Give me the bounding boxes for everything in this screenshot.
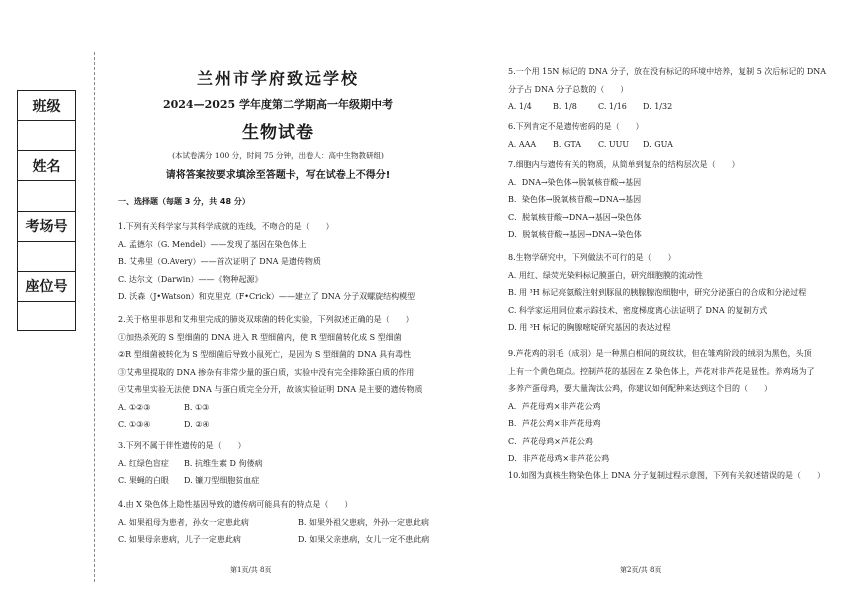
option-b: B．芦花公鸡×非芦花母鸡	[508, 419, 601, 428]
option-c: C. ①③④	[118, 420, 151, 429]
option-c: C. 如果母亲患病，儿子一定患此病	[118, 535, 241, 544]
option-d: D．非芦花母鸡×非芦花公鸡	[508, 454, 610, 463]
name-field	[18, 181, 75, 211]
option-c: C．芦花母鸡×芦花公鸡	[508, 436, 593, 446]
subject-title: 生物试卷	[242, 123, 314, 143]
option-d: D. 1/32	[643, 102, 673, 111]
exam-room-field	[18, 242, 75, 272]
option-b: B．染色体→脱氧核苷酸→DNA→基因	[508, 195, 642, 204]
question-7	[508, 156, 740, 244]
option-b: B. ①③	[184, 402, 210, 412]
option-a: A．DNA→染色体→脱氧核苷酸→基因	[508, 177, 642, 187]
statement-2: ②R 型细菌被转化为 S 型细菌后导致小鼠死亡，是因为 S 型细菌的 DNA 具有毒性	[118, 350, 412, 359]
question-1	[118, 218, 415, 306]
option-c: C. 果蝇的白眼	[118, 476, 169, 485]
option-a: A. ①②③	[118, 402, 151, 412]
option-b: B. 抗维生素 D 佝偻病	[184, 458, 263, 468]
option-c: C. UUU	[598, 139, 630, 149]
option-c: C. 1/16	[598, 102, 627, 111]
option-d: D. GUA	[643, 139, 673, 149]
question-5	[508, 63, 826, 116]
option-c: C. 科学家运用同位素示踪技术、密度梯度离心法证明了 DNA 的复制方式	[508, 305, 768, 315]
option-b: B. 如果外祖父患病，外孙一定患此病	[298, 517, 429, 527]
question-10	[508, 467, 825, 485]
question-stem-line-3: 多养产蛋母鸡，要大量淘汰公鸡，你建议如何配种来达到这个目的（ ）	[508, 384, 772, 393]
question-stem-line-2: 分子占 DNA 分子总数的（ ）	[508, 84, 629, 94]
option-d: D. 镰刀型细胞贫血症	[184, 476, 260, 485]
question-3	[118, 437, 262, 490]
question-2	[118, 311, 423, 434]
binding-dashed-line	[94, 52, 95, 582]
question-stem-line-1: 9.芦花鸡的羽毛（成羽）是一种黑白相间的斑纹状，但在雏鸡阶段的绒羽为黑色，头顶	[508, 349, 812, 358]
page-number-left: 第1页/共 8页	[230, 566, 272, 574]
option-a: A. 红绿色盲症	[118, 458, 169, 468]
question-stem: 8.生物学研究中，下列做法不可行的是（ ）	[508, 253, 676, 262]
question-8	[508, 249, 806, 337]
option-b: B. 用 ³H 标记亮氨酸注射到豚鼠的胰腺腺泡细胞中，研究分泌蛋白的合成和分泌过程	[508, 288, 807, 297]
question-stem: 3.下列不属于伴性遗传的是（ ）	[118, 441, 246, 450]
exam-room-label: 考场号	[18, 212, 75, 242]
option-c: C．脱氧核苷酸→DNA→基因→染色体	[508, 212, 642, 222]
question-4	[118, 496, 429, 549]
seat-number-label: 座位号	[18, 272, 75, 302]
statement-3: ③艾弗里提取的 DNA 掺杂有非常少量的蛋白质，实验中没有完全排除蛋白质的作用	[118, 367, 415, 377]
option-a: A. 1/4	[508, 102, 532, 111]
question-stem: 2.关于格里菲思和艾弗里完成的肺炎双球菌的转化实验，下列叙述正确的是（ ）	[118, 315, 414, 324]
question-6	[508, 118, 688, 153]
option-d: D. ②④	[184, 420, 210, 429]
question-stem-line-2: 上有一个黄色斑点。控制芦花的基因在 Z 染色体上，芦花对非芦花是显性。养鸡场为了	[508, 366, 815, 376]
answer-notice: 请将答案按要求填涂至答题卡，写在试卷上不得分!	[165, 170, 391, 181]
option-d: D．脱氧核苷酸→基因→DNA→染色体	[508, 230, 642, 239]
section-heading: 一、选择题（每题 3 分，共 48 分）	[118, 197, 250, 206]
option-a: A. 用红、绿荧光染料标记膜蛋白，研究细胞膜的流动性	[508, 270, 703, 280]
student-info-table	[17, 90, 76, 331]
option-b: B. GTA	[553, 139, 582, 149]
option-d: D. 沃森（J•Watson）和克里克（F•Crick）——建立了 DNA 分子双螺旋结构模型	[118, 292, 416, 301]
option-a: A. 孟德尔（G. Mendel）——发现了基因在染色体上	[118, 239, 307, 249]
class-field	[18, 121, 75, 151]
question-stem: 6.下列肯定不是遗传密码的是（ ）	[508, 122, 644, 131]
question-stem-line-1: 5.一个用 15N 标记的 DNA 分子，放在没有标记的环境中培养，复制 5 次后标记的 DNA	[508, 67, 827, 76]
option-c: C. 达尔文（Darwin）——《物种起源》	[118, 274, 263, 284]
question-stem: 4.由 X 染色体上隐性基因导致的遗传病可能具有的特点是（ ）	[118, 500, 353, 509]
option-a: A. 如果祖母为患者，孙女一定患此病	[118, 517, 249, 527]
option-a: A．芦花母鸡×非芦花公鸡	[508, 401, 601, 411]
option-d: D. 如果父亲患病，女儿一定不患此病	[298, 535, 430, 544]
option-b: B. 1/8	[553, 102, 577, 111]
option-d: D. 用 ³H 标记的胸腺嘧啶研究基因的表达过程	[508, 323, 671, 332]
option-a: A. AAA	[508, 139, 537, 149]
exam-info: (本试卷满分 100 分，时间 75 分钟，出卷人：高中生物教研组)	[172, 151, 384, 160]
name-label: 姓名	[18, 151, 75, 181]
question-stem: 7.细胞内与遗传有关的物质，从简单到复杂的结构层次是（ ）	[508, 160, 740, 169]
question-stem: 1.下列有关科学家与其科学成就的连线，不吻合的是（ ）	[118, 222, 334, 231]
question-9	[508, 345, 815, 468]
statement-1: ①加热杀死的 S 型细菌的 DNA 进入 R 型细菌内，使 R 型细菌转化成 S 型细菌	[118, 332, 402, 342]
school-name: 兰州市学府致远学校	[196, 69, 359, 88]
class-label: 班级	[18, 91, 75, 121]
seat-number-field	[18, 302, 75, 332]
statement-4: ④艾弗里实验无法使 DNA 与蛋白质完全分开，故该实验证明 DNA 是主要的遗传物质	[118, 385, 423, 394]
exam-title: 2024—2025 学年度第二学期高一年级期中考	[162, 98, 394, 111]
question-stem: 10.如图为真核生物染色体上 DNA 分子复制过程示意图，下列有关叙述错误的是（ ）	[508, 471, 825, 480]
page-number-right: 第2页/共 8页	[620, 566, 662, 574]
option-b: B. 艾弗里（O.Avery）——首次证明了 DNA 是遗传物质	[118, 257, 321, 266]
